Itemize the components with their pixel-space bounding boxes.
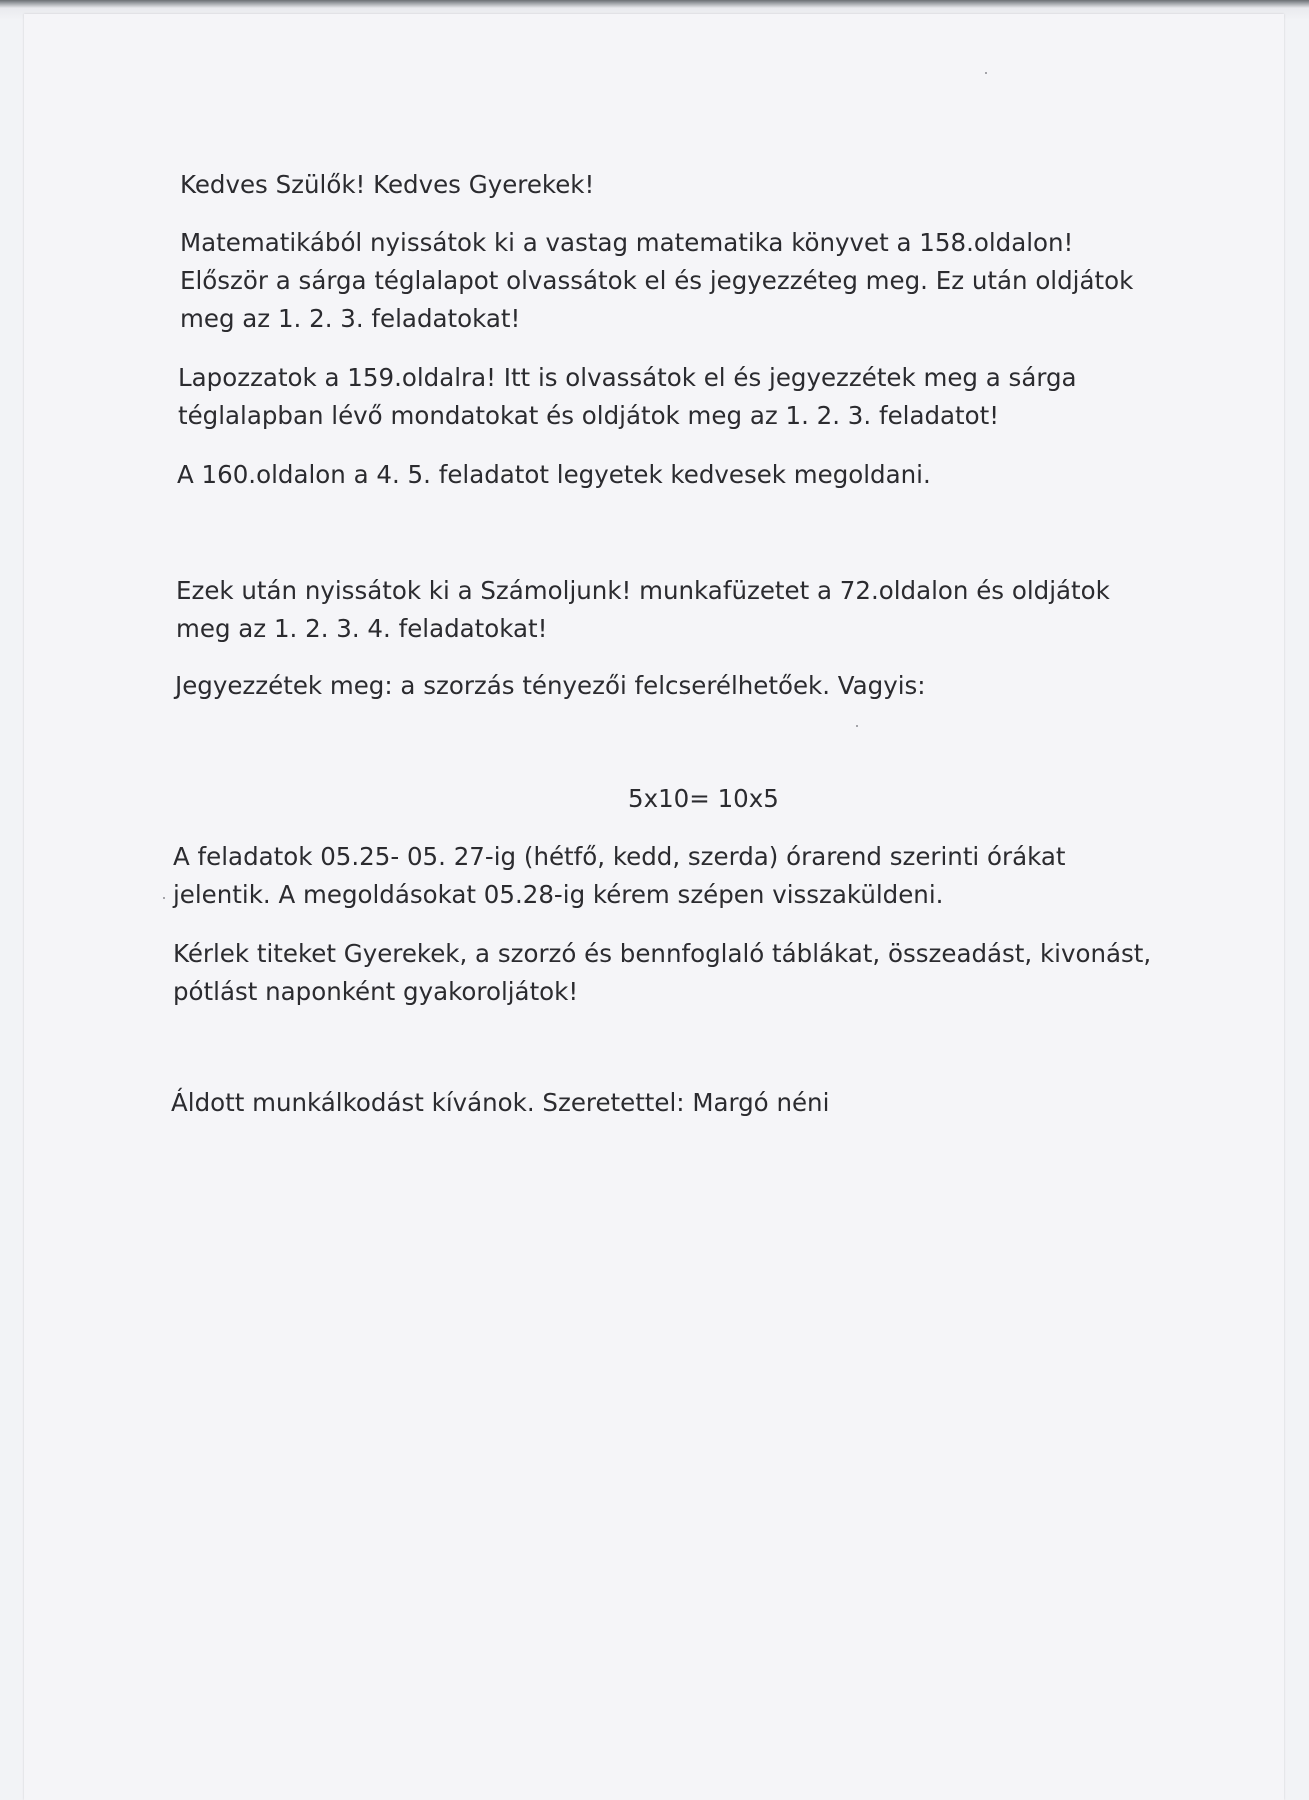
paragraph-line: meg az 1. 2. 3. 4. feladatokat! (176, 614, 548, 643)
paragraph-textbook-160: A 160.oldalon a 4. 5. feladatot legyetek kedvesek megoldani. (177, 460, 931, 489)
letter-closing-signature: Áldott munkálkodást kívánok. Szeretettel: Margó néni (171, 1088, 830, 1117)
paragraph-line: Először a sárga téglalapot olvassátok el és jegyezzéteg meg. Ez után oldjátok (180, 266, 1134, 295)
paragraph-textbook-159 (178, 359, 1077, 435)
paragraph-workbook-72 (176, 572, 1110, 648)
paragraph-line: meg az 1. 2. 3. feladatokat! (180, 304, 521, 333)
letter-greeting: Kedves Szülők! Kedves Gyerekek! (180, 170, 595, 199)
paragraph-practice (173, 935, 1151, 1011)
formula-commutative: 5x10= 10x5 (628, 784, 779, 813)
paragraph-schedule (173, 838, 1065, 914)
paragraph-line: téglalapban lévő mondatokat és oldjátok meg az 1. 2. 3. feladatot! (178, 401, 1000, 430)
paragraph-textbook-158 (180, 224, 1133, 338)
paragraph-line: pótlást naponként gyakoroljátok! (173, 977, 579, 1006)
paragraph-commutative-rule: Jegyezzétek meg: a szorzás tényezői felcserélhetőek. Vagyis: (175, 671, 926, 700)
paragraph-line: Ezek után nyissátok ki a Számoljunk! munkafüzetet a 72.oldalon és oldjátok (176, 576, 1110, 605)
paragraph-line: A feladatok 05.25- 05. 27-ig (hétfő, kedd, szerda) órarend szerinti órákat (173, 842, 1066, 871)
paragraph-line: Lapozzatok a 159.oldalra! Itt is olvassátok el és jegyezzétek meg a sárga (178, 363, 1077, 392)
paragraph-line: Kérlek titeket Gyerekek, a szorzó és bennfoglaló táblákat, összeadást, kivonást, (173, 939, 1152, 968)
paragraph-line: jelentik. A megoldásokat 05.28-ig kérem szépen visszaküldeni. (173, 880, 944, 909)
paragraph-line: Matematikából nyissátok ki a vastag matematika könyvet a 158.oldalon! (180, 228, 1074, 257)
